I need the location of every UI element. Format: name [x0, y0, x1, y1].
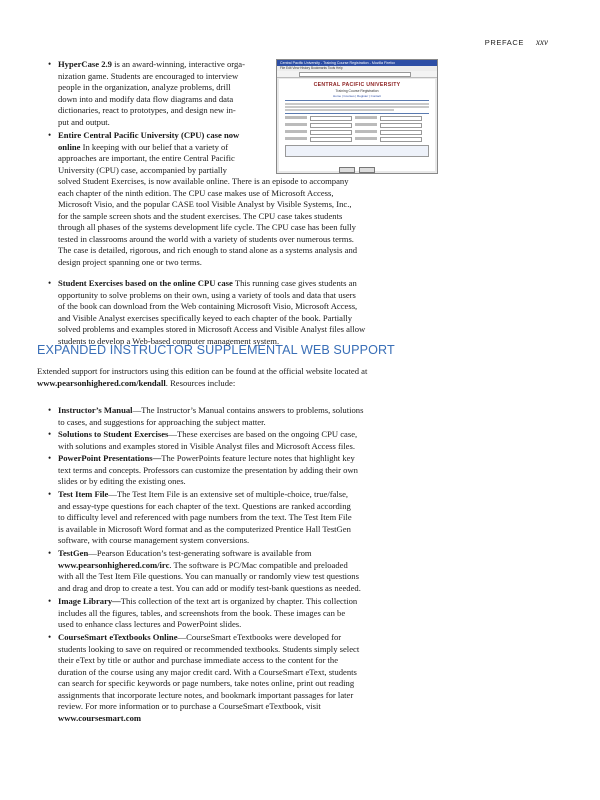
screenshot-logo: CENTRAL PACIFIC UNIVERSITY: [313, 82, 401, 88]
bullet-marker: •: [48, 59, 52, 69]
bullet-hypercase: [58, 59, 273, 128]
intro-url: www.pearsonhighered.com/kendall: [37, 377, 166, 388]
screenshot-address-bar: [277, 71, 437, 78]
bullet-student-exercises: [58, 278, 563, 347]
bullet-text: and essay-type questions for each chapter of the text. Questions are ranked according: [58, 500, 351, 511]
bullet-text: assignments that incorporate lecture notes, and bookmark important passages for later: [58, 689, 354, 700]
bullet-marker: •: [48, 596, 52, 606]
bullet-text: This collection of the text art is organized by chapter. This collection: [120, 596, 358, 606]
resource-image-library: [58, 596, 563, 631]
bullet-text: review. For more information or to purchase a CourseSmart eTextbook, visit: [58, 701, 321, 711]
bullet-text: This running case gives students an: [232, 278, 357, 288]
bullet-title: Entire Central Pacific University (CPU) case now: [58, 130, 240, 140]
bullet-text: approaches are important, the entire Central Pacific: [58, 153, 235, 163]
bullet-text: —The Instructor’s Manual contains answers to problems, solutions: [132, 405, 364, 415]
bullet-text: —CourseSmart eTextbooks were developed for: [177, 632, 342, 642]
bullet-text: tested in classrooms around the world with a variety of students over numerous terms.: [58, 233, 354, 244]
bullet-text: The PowerPoints feature lecture notes that highlight key: [161, 453, 355, 463]
bullet-title: Solutions to Student Exercises: [58, 429, 169, 439]
screenshot-subtitle: Training Course Registration: [335, 89, 379, 93]
bullet-text: software, with course management system conversions.: [58, 535, 250, 545]
bullet-text: solved problems and examples stored in Microsoft Access and Visible Analyst files allow: [58, 324, 366, 334]
bullet-text: through all phases of the systems development life cycle. The CPU case has been fully: [58, 222, 356, 232]
bullet-text: down into and modify data flow diagrams and data: [58, 93, 234, 104]
bullet-text: opportunity to solve problems on their own, using a variety of tools and data that users: [58, 289, 356, 300]
resource-instructors-manual: [58, 405, 563, 428]
bullet-text: design project spanning one or two terms.: [58, 256, 202, 267]
bullet-text: students looking to save on required or recommended textbooks. Students simply select: [58, 643, 360, 654]
bullet-text: includes all the figures, tables, and screenshots from the book. These images can be: [58, 607, 346, 618]
running-header: [485, 37, 548, 47]
bullet-text: University (CPU) case, accompanied by partially: [58, 164, 227, 175]
bullet-text: is available in Microsoft Word format and as the computerized Prentice Hall TestGen: [58, 523, 351, 534]
bullet-text: nization game. Students are encouraged to interview: [58, 70, 239, 81]
bullet-text: students to develop a Web-based computer management system.: [58, 335, 280, 346]
bullet-text: The case is detailed, rigorous, and rich enough to stand alone as a systems analysis and: [58, 245, 358, 255]
bullet-marker: •: [48, 429, 52, 439]
bullet-text: dictionaries, react to prototypes, and design new in-: [58, 105, 236, 115]
bullet-marker: •: [48, 453, 52, 463]
bullet-title: Image Library—: [58, 596, 121, 606]
bullet-text: duration of the course using any major credit card. With a CourseSmart eText, students: [58, 666, 357, 677]
intro-text: . Resources include:: [165, 377, 236, 388]
bullet-text: to cases, and suggestions for approaching the subject matter.: [58, 416, 266, 427]
resource-coursesmart: [58, 632, 563, 724]
bullet-text: with all the Test Item File questions. You can manually or randomly view test questions: [58, 571, 359, 581]
bullet-text: —Pearson Education’s test-generating software is available from: [88, 548, 312, 558]
bullet-text: slides or by editing the existing ones.: [58, 476, 186, 486]
page-number: xxv: [536, 37, 548, 47]
testgen-url: www.pearsonhighered.com/irc: [58, 559, 170, 570]
bullet-text: . The software is PC/Mac compatible and preloaded: [169, 559, 348, 570]
resource-testgen: [58, 548, 563, 594]
screenshot-title-bar: Central Pacific University - Training Course Registration - Mozilla Firefox: [277, 60, 437, 66]
bullet-text: to difficulty level and referenced with page numbers from the text. The Test Item File: [58, 512, 352, 522]
bullet-title: PowerPoint Presentations—: [58, 453, 162, 463]
bullet-text: for the sample screen shots and the student exercises. The CPU case takes students: [58, 210, 343, 221]
bullet-text: is an award-winning, interactive orga-: [111, 59, 245, 69]
bullet-text: people in the organization, analyze problems, drill: [58, 82, 231, 92]
bullet-text: Microsoft Visio, and the popular CASE tool Visible Analyst by Visible Systems, Inc.,: [58, 199, 352, 209]
bullet-marker: •: [48, 405, 52, 415]
screenshot-nav: Home | Courses | Register | Contact: [332, 94, 382, 98]
coursesmart-url: www.coursesmart.com: [58, 712, 142, 723]
bullet-marker: •: [48, 548, 52, 558]
header-label: PREFACE: [484, 38, 525, 47]
bullet-title: Student Exercises based on the online CPU case: [58, 278, 233, 288]
bullet-text: —The Test Item File is an extensive set of multiple-choice, true/false,: [108, 489, 349, 499]
resource-solutions: [58, 429, 563, 452]
bullet-title: CourseSmart eTextbooks Online: [58, 632, 178, 642]
intro-text: Extended support for instructors using this edition can be found at the official website located at: [37, 366, 368, 376]
bullet-text: In keeping with our belief that a variety of: [80, 141, 229, 152]
section-intro: [37, 366, 567, 389]
bullet-text: and drag and drop to create a test. You can add or modify test-bank questions as needed.: [58, 582, 361, 593]
bullet-text: each chapter of the ninth edition. The CPU case makes use of Microsoft Access,: [58, 187, 334, 198]
bullet-title: HyperCase 2.9: [58, 59, 112, 69]
bullet-text: can search for specific keywords or page numbers, take notes online, print out reading: [58, 678, 355, 688]
bullet-marker: •: [48, 489, 52, 499]
bullet-text: used to enhance class lectures and PowerPoint slides.: [58, 619, 242, 629]
bullet-title: online: [58, 141, 81, 152]
bullet-marker: •: [48, 632, 52, 642]
bullet-text: solved Student Exercises, is now available online. There is an episode to accompany: [58, 176, 349, 186]
resource-powerpoint: [58, 453, 563, 488]
bullet-text: put and output.: [58, 116, 110, 127]
bullet-marker: •: [48, 278, 52, 288]
bullet-title: Instructor’s Manual: [58, 405, 133, 415]
bullet-text: and Visible Analyst exercises specifically keyed to each chapter of the book. Partially: [58, 312, 353, 323]
bullet-text: with solutions and examples stored in Visible Analyst files and Microsoft Access files.: [58, 440, 355, 451]
bullet-text: of the book can download from the Web containing Microsoft Visio, Microsoft Access,: [58, 301, 358, 311]
bullet-title: Test Item File: [58, 489, 109, 499]
section-heading: EXPANDED INSTRUCTOR SUPPLEMENTAL WEB SUPPORT: [37, 343, 395, 357]
bullet-text: —These exercises are based on the ongoing CPU case,: [168, 429, 358, 439]
resource-test-item-file: [58, 489, 563, 547]
bullet-text: text terms and concepts. Professors can customize the presentation by adding their own: [58, 464, 358, 475]
bullet-title: TestGen: [58, 548, 89, 558]
screenshot-menu-bar: File Edit View History Bookmarks Tools Help: [277, 66, 437, 71]
bullet-text: their eText by title or author and purchase immediate access to the content for the: [58, 655, 339, 665]
bullet-cpu-case: [58, 130, 558, 268]
bullet-marker: •: [48, 130, 52, 140]
